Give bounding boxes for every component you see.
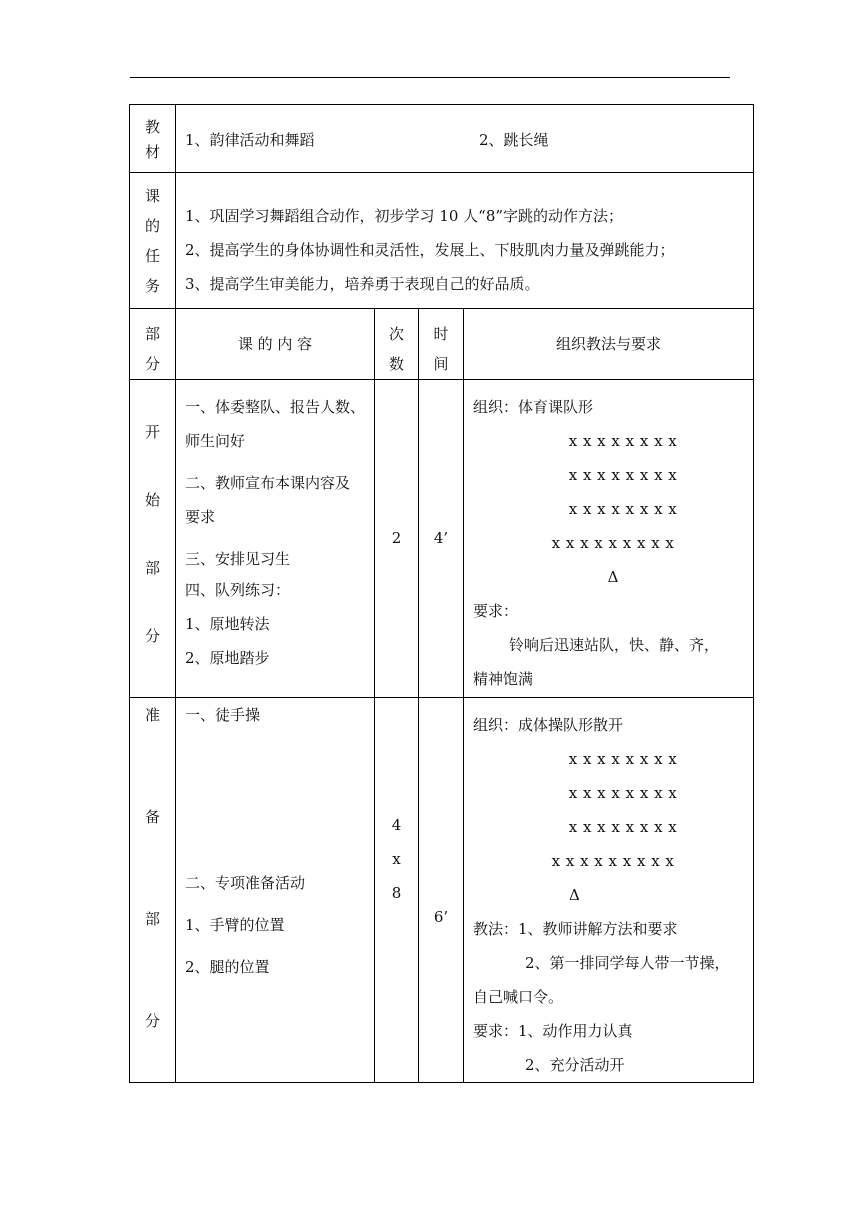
formation-row: x x x x x x x x [568, 500, 678, 518]
tasks-content [176, 173, 754, 309]
requirement-text: 铃响后迅速站队，快、静、齐， [509, 636, 720, 654]
org-label: 组织：成体操队形散开 [473, 716, 624, 734]
task-line: 3、提高学生审美能力，培养勇于表现自己的好品质。 [185, 275, 540, 293]
label-char: 数 [388, 355, 404, 373]
requirement-label: 要求： [473, 602, 519, 620]
label-char: 教 [144, 118, 160, 136]
requirement-text: 精神饱满 [473, 670, 534, 688]
content-line: 二、专项准备活动 [185, 874, 306, 892]
lesson-plan-table [129, 104, 754, 1083]
task-line: 2、提高学生的身体协调性和灵活性，发展上、下肢肌肉力量及弹跳能力； [185, 241, 675, 259]
label-char: 分 [144, 627, 160, 645]
prep-section-row [130, 698, 754, 1083]
content-line: 1、原地转法 [185, 615, 270, 633]
times-char: x [392, 850, 401, 868]
label-char: 部 [144, 910, 160, 928]
label-char: 分 [144, 355, 160, 373]
header-method: 组织教法与要求 [464, 309, 754, 380]
label-char: 次 [388, 325, 404, 343]
tasks-label [130, 173, 176, 309]
method-line: 2、第一排同学每人带一节操， [525, 954, 730, 972]
times-char: 8 [391, 884, 402, 902]
label-char: 务 [144, 277, 160, 295]
label-char: 备 [144, 808, 160, 826]
prep-times [375, 698, 419, 1083]
content-line: 要求 [185, 508, 216, 526]
label-char: 始 [144, 491, 160, 509]
task-line: 1、巩固学习舞蹈组合动作，初步学习 10 人“8”字跳的动作方法； [185, 207, 624, 225]
header-part [130, 309, 176, 380]
duration-value: 6’ [433, 908, 449, 926]
label-char: 任 [144, 247, 160, 265]
content-line: 2、原地踏步 [185, 649, 270, 667]
start-part-label [130, 380, 176, 698]
label-char: 时 [433, 325, 449, 343]
label-char: 的 [144, 217, 160, 235]
content-line: 四、队列练习： [185, 581, 291, 599]
formation-row: x x x x x x x x [568, 466, 678, 484]
header-content: 课 的 内 容 [176, 309, 375, 380]
start-duration: 4’ [419, 380, 464, 698]
times-char: 4 [391, 816, 402, 834]
prep-content [176, 698, 375, 1083]
content-line: 师生问好 [185, 432, 246, 450]
textbook-item-1: 1、韵律活动和舞蹈 [185, 131, 315, 149]
formation-row: x x x x x x x x [568, 818, 678, 836]
teacher-mark: Δ [607, 568, 619, 586]
textbook-label [130, 105, 176, 173]
label-char: 部 [144, 325, 160, 343]
textbook-item-2: 2、跳长绳 [479, 131, 549, 149]
formation-row: x x x x x x x x [568, 750, 678, 768]
prep-duration [419, 698, 464, 1083]
label-char: 分 [144, 1012, 160, 1030]
label-char: 课 [144, 187, 160, 205]
textbook-items [176, 105, 754, 173]
label-char: 部 [144, 559, 160, 577]
header-times [375, 309, 419, 380]
textbook-row [130, 105, 754, 173]
formation-row: x x x x x x x x x [551, 534, 675, 552]
requirement-line: 要求：1、动作用力认真 [473, 1022, 633, 1040]
formation-row: x x x x x x x x [568, 432, 678, 450]
header-rule [130, 77, 730, 78]
start-times: 2 [375, 380, 419, 698]
method-line: 教法：1、教师讲解方法和要求 [473, 920, 678, 938]
label-char: 开 [144, 423, 160, 441]
content-line: 1、手臂的位置 [185, 916, 285, 934]
label-char: 材 [144, 143, 160, 161]
formation-row: x x x x x x x x x [551, 852, 675, 870]
start-method [464, 380, 754, 698]
content-line: 二、教师宣布本课内容及 [185, 474, 351, 492]
method-line: 自己喊口令。 [473, 988, 564, 1006]
content-line: 三、安排见习生 [185, 550, 291, 568]
content-line: 2、腿的位置 [185, 958, 270, 976]
content-line: 一、徒手操 [185, 706, 261, 724]
header-duration [419, 309, 464, 380]
formation-row: x x x x x x x x [568, 784, 678, 802]
column-header-row [130, 309, 754, 380]
content-line: 一、体委整队、报告人数、 [185, 398, 366, 416]
label-char: 准 [144, 706, 160, 724]
org-label: 组织：体育课队形 [473, 398, 594, 416]
tasks-row [130, 173, 754, 309]
prep-method [464, 698, 754, 1083]
start-content [176, 380, 375, 698]
requirement-line: 2、充分活动开 [525, 1056, 625, 1074]
label-char: 间 [433, 355, 449, 373]
start-section-row [130, 380, 754, 698]
prep-part-label [130, 698, 176, 1083]
teacher-mark: Δ [569, 886, 580, 904]
